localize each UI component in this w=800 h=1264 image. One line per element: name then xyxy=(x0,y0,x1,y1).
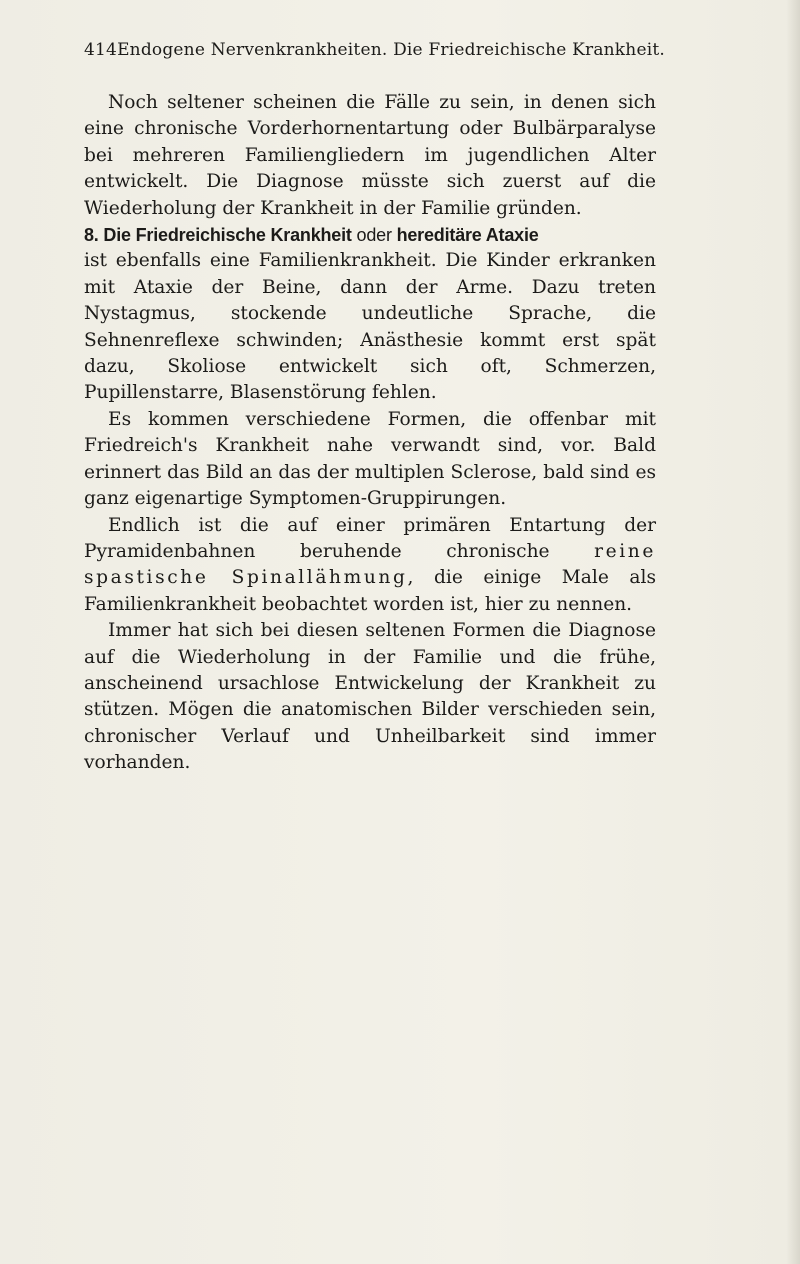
paragraph-3: Es kommen verschiedene Formen, die offenbar mit Friedreich's Krankheit nahe verwandt sind, vor. Bald erinnert das Bild an das der multiplen Sclerose, bald sind es ganz eigenartige Symptomen-Gruppirungen. xyxy=(84,408,656,510)
page-number: 414 xyxy=(84,40,118,60)
section-heading-alt-title: hereditäre Ataxie xyxy=(396,225,539,246)
paragraph-4-start: Endlich ist die auf einer primären Entartung der Pyramidenbahnen beruhende chronische xyxy=(84,514,656,562)
body-text xyxy=(84,90,656,777)
paragraph-4 xyxy=(84,513,656,619)
paragraph-5: Immer hat sich bei diesen seltenen Formen die Diagnose auf die Wiederholung in der Familie und die frühe, anscheinend ursachlose Entwickelung der Krankheit zu stützen. Mögen die anatomischen Bilder verschieden sein, chronischer Verlauf und Unheilbarkeit sind immer vorhanden. xyxy=(84,620,656,774)
section-heading-connector: oder xyxy=(356,225,392,246)
running-title: Endogene Nervenkrankheiten. Die Friedreichische Krankheit. xyxy=(117,40,665,60)
paragraph-4-spaced-term: reine spastische Spinallähmung xyxy=(84,540,656,589)
page-header xyxy=(84,40,664,60)
paragraph-4-end: , die einige Male als Familienkrankheit beobachtet worden ist, hier zu nennen. xyxy=(84,567,656,615)
section-heading xyxy=(84,222,656,248)
section-heading-title: 8. Die Friedreichische Krankheit xyxy=(84,225,352,246)
paragraph-1: Noch seltener scheinen die Fälle zu sein, in denen sich eine chronische Vorderhornentartung oder Bulbärparalyse bei mehreren Familiengliedern im jugendlichen Alter entwickelt. Die Diagnose müsste sich zuerst auf die Wiederholung der Krankheit in der Familie gründen. xyxy=(84,92,656,219)
page-edge-shadow xyxy=(786,0,800,1264)
paragraph-2: ist ebenfalls eine Familienkrankheit. Die Kinder erkranken mit Ataxie der Beine, dann der Arme. Dazu treten Nystagmus, stockende undeutliche Sprache, die Sehnenreflexe schwinden; Anästhesie kommt erst spät dazu, Skoliose entwickelt sich oft, Schmerzen, Pupillenstarre, Blasenstörung fehlen. xyxy=(84,250,656,404)
